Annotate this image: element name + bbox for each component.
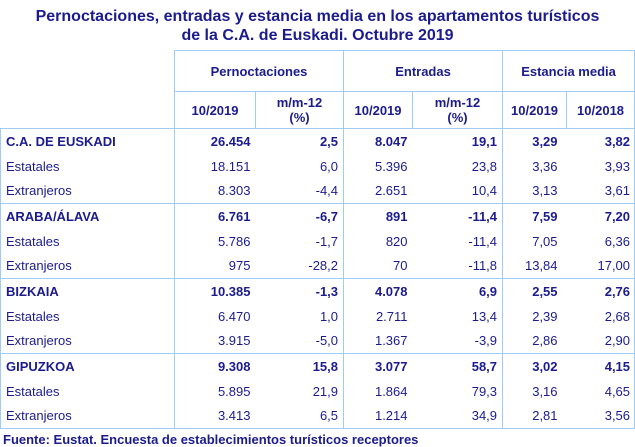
value-cell: 7,05 xyxy=(503,229,567,254)
value-cell: 70 xyxy=(344,254,413,279)
stub-cell xyxy=(1,51,175,129)
value-cell: -3,9 xyxy=(413,329,503,354)
value-cell: 6,0 xyxy=(256,154,344,179)
column-header-pern-variation xyxy=(256,92,344,129)
column-header-line: (%) xyxy=(447,110,468,125)
value-cell: 23,8 xyxy=(413,154,503,179)
value-cell: 3,36 xyxy=(503,154,567,179)
column-header-line: 10/2019 xyxy=(511,102,559,118)
stats-table xyxy=(0,50,635,429)
table-row xyxy=(1,329,635,354)
value-cell: 8.303 xyxy=(175,179,256,204)
value-cell: 3.413 xyxy=(175,404,256,429)
value-cell: 4,15 xyxy=(567,354,635,379)
row-label: C.A. DE EUSKADI xyxy=(1,129,175,154)
value-cell: 2.711 xyxy=(344,304,413,329)
value-cell: 2,81 xyxy=(503,404,567,429)
value-cell: 3,29 xyxy=(503,129,567,154)
column-group-row xyxy=(1,51,635,92)
value-cell: 7,20 xyxy=(567,204,635,229)
column-group-estancia-media: Estancia media xyxy=(503,51,635,92)
row-label: Estatales xyxy=(1,154,175,179)
value-cell: 1.367 xyxy=(344,329,413,354)
value-cell: 3.077 xyxy=(344,354,413,379)
column-group-pernoctaciones: Pernoctaciones xyxy=(175,51,344,92)
value-cell: 2,76 xyxy=(567,279,635,304)
value-cell: 5.396 xyxy=(344,154,413,179)
value-cell: 34,9 xyxy=(413,404,503,429)
column-header-line: 10/2019 xyxy=(354,102,402,118)
value-cell: -28,2 xyxy=(256,254,344,279)
column-header-line: m/m-12 xyxy=(434,95,481,110)
value-cell: -1,3 xyxy=(256,279,344,304)
source-note: Fuente: Eustat. Encuesta de establecimientos turísticos receptores xyxy=(3,432,419,447)
value-cell: 6.470 xyxy=(175,304,256,329)
page-title: Pernoctaciones, entradas y estancia media en los apartamentos turísticos de la C.A. de Euskadi. Octubre 2019 xyxy=(35,8,600,44)
value-cell: 2,5 xyxy=(256,129,344,154)
value-cell: 1.864 xyxy=(344,379,413,404)
table-row xyxy=(1,404,635,429)
value-cell: 3.915 xyxy=(175,329,256,354)
value-cell: 820 xyxy=(344,229,413,254)
value-cell: 891 xyxy=(344,204,413,229)
value-cell: 2,86 xyxy=(503,329,567,354)
table-row xyxy=(1,179,635,204)
column-header-est-102018 xyxy=(567,92,635,129)
value-cell: 26.454 xyxy=(175,129,256,154)
value-cell: 1,0 xyxy=(256,304,344,329)
row-label: Estatales xyxy=(1,229,175,254)
table-row xyxy=(1,204,635,229)
value-cell: 6,5 xyxy=(256,404,344,429)
row-label: Extranjeros xyxy=(1,179,175,204)
column-header-line: 10/2018 xyxy=(577,102,625,118)
table-row xyxy=(1,354,635,379)
table-row xyxy=(1,154,635,179)
value-cell: 6,9 xyxy=(413,279,503,304)
value-cell: 2,68 xyxy=(567,304,635,329)
value-cell: 3,56 xyxy=(567,404,635,429)
value-cell: -5,0 xyxy=(256,329,344,354)
value-cell: 4,65 xyxy=(567,379,635,404)
table-row xyxy=(1,129,635,154)
row-label: Extranjeros xyxy=(1,254,175,279)
value-cell: 3,16 xyxy=(503,379,567,404)
value-cell: 9.308 xyxy=(175,354,256,379)
value-cell: 2,39 xyxy=(503,304,567,329)
column-header-pern-102019 xyxy=(175,92,256,129)
value-cell: 79,3 xyxy=(413,379,503,404)
row-label: Extranjeros xyxy=(1,329,175,354)
value-cell: 8.047 xyxy=(344,129,413,154)
value-cell: -11,8 xyxy=(413,254,503,279)
value-cell: -1,7 xyxy=(256,229,344,254)
column-header-entr-102019 xyxy=(344,92,413,129)
table-row xyxy=(1,229,635,254)
value-cell: 6,36 xyxy=(567,229,635,254)
column-header-line: 10/2019 xyxy=(191,102,239,118)
value-cell: 2,90 xyxy=(567,329,635,354)
row-label: Estatales xyxy=(1,304,175,329)
value-cell: 18.151 xyxy=(175,154,256,179)
value-cell: 13,4 xyxy=(413,304,503,329)
value-cell: 3,13 xyxy=(503,179,567,204)
value-cell: 6.761 xyxy=(175,204,256,229)
value-cell: 3,61 xyxy=(567,179,635,204)
column-header-line: (%) xyxy=(289,110,310,125)
value-cell: 58,7 xyxy=(413,354,503,379)
value-cell: 1.214 xyxy=(344,404,413,429)
value-cell: 2,55 xyxy=(503,279,567,304)
value-cell: -11,4 xyxy=(413,229,503,254)
value-cell: 7,59 xyxy=(503,204,567,229)
table-row xyxy=(1,254,635,279)
column-header-entr-variation xyxy=(413,92,503,129)
value-cell: 13,84 xyxy=(503,254,567,279)
value-cell: 2.651 xyxy=(344,179,413,204)
column-group-entradas: Entradas xyxy=(344,51,503,92)
row-label: BIZKAIA xyxy=(1,279,175,304)
row-label: ARABA/ÁLAVA xyxy=(1,204,175,229)
value-cell: 10.385 xyxy=(175,279,256,304)
value-cell: -4,4 xyxy=(256,179,344,204)
value-cell: 21,9 xyxy=(256,379,344,404)
value-cell: 3,93 xyxy=(567,154,635,179)
value-cell: 4.078 xyxy=(344,279,413,304)
value-cell: 10,4 xyxy=(413,179,503,204)
table-row xyxy=(1,304,635,329)
value-cell: 15,8 xyxy=(256,354,344,379)
value-cell: -11,4 xyxy=(413,204,503,229)
column-header-est-102019 xyxy=(503,92,567,129)
row-label: GIPUZKOA xyxy=(1,354,175,379)
column-header-line: m/m-12 xyxy=(276,95,323,110)
table-row xyxy=(1,379,635,404)
value-cell: 5.786 xyxy=(175,229,256,254)
table-row xyxy=(1,279,635,304)
value-cell: 3,02 xyxy=(503,354,567,379)
value-cell: 975 xyxy=(175,254,256,279)
row-label: Extranjeros xyxy=(1,404,175,429)
value-cell: 19,1 xyxy=(413,129,503,154)
row-label: Estatales xyxy=(1,379,175,404)
value-cell: 3,82 xyxy=(567,129,635,154)
value-cell: -6,7 xyxy=(256,204,344,229)
value-cell: 5.895 xyxy=(175,379,256,404)
value-cell: 17,00 xyxy=(567,254,635,279)
